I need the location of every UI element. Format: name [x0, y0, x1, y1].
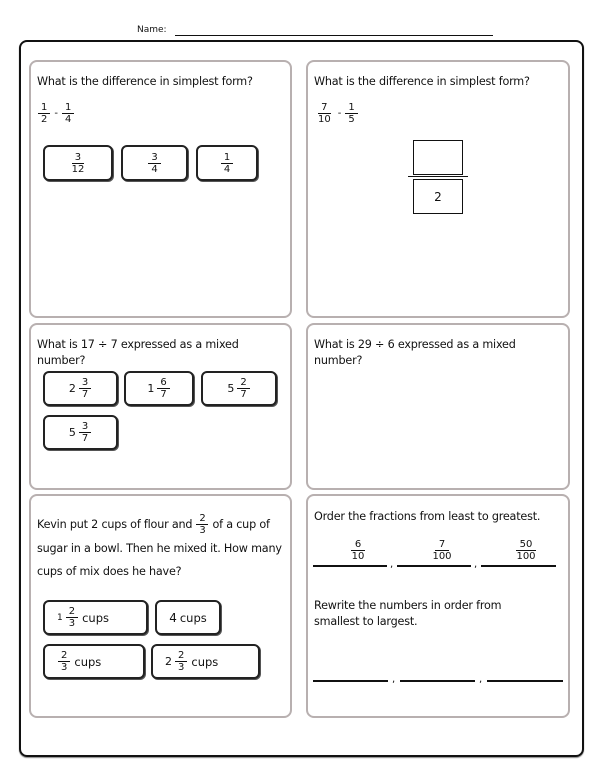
answer-option-4[interactable]: 5 $\frac{3}{7}$: [43, 415, 118, 450]
separator: ,: [474, 559, 478, 570]
operator: -: [337, 108, 342, 119]
instruction-line-1: Rewrite the numbers in order from: [314, 599, 502, 612]
question-prompt: What is the difference in simplest form?: [314, 75, 530, 88]
fraction: $\frac{1}{2}$: [38, 102, 50, 125]
name-label: Name:: [137, 25, 167, 35]
question-prompt: Order the fractions from least to greatest.: [314, 510, 541, 523]
answer-line-1[interactable]: [313, 680, 388, 682]
order-line-1: [313, 565, 387, 567]
numerator-input-box[interactable]: [413, 140, 463, 175]
denominator-box: 2: [413, 179, 463, 214]
order-line-3: [481, 565, 556, 567]
separator: ,: [390, 559, 394, 570]
answer-line-2[interactable]: [400, 680, 475, 682]
question-prompt-line-1: What is 29 ÷ 6 expressed as a mixed: [314, 338, 516, 351]
question-prompt-line-2: number?: [314, 354, 363, 367]
question-prompt-line-3: cups of mix does he have?: [37, 565, 182, 578]
order-line-2: [397, 565, 471, 567]
question-card-1: [29, 60, 292, 318]
answer-option-3[interactable]: $\frac{2}{3}$ cups: [43, 644, 145, 679]
question-card-2: [306, 60, 570, 318]
instruction-line-2: smallest to largest.: [314, 615, 418, 628]
separator: ,: [392, 674, 396, 685]
question-prompt: What is the difference in simplest form?: [37, 75, 253, 88]
answer-option-1[interactable]: $\frac{3}{12}$: [43, 145, 113, 181]
name-row: [0, 24, 600, 40]
question-expression: [314, 102, 359, 125]
question-card-4: [306, 323, 570, 490]
question-card-5: [29, 494, 292, 718]
answer-option-3[interactable]: $\frac{1}{4}$: [196, 145, 258, 181]
answer-option-4[interactable]: 2 $\frac{2}{3}$ cups: [151, 644, 260, 679]
question-expression: [37, 102, 75, 125]
separator: ,: [479, 674, 483, 685]
fraction-2: 7 100: [432, 539, 452, 562]
question-card-6: [306, 494, 570, 718]
fraction-bar: [408, 176, 468, 177]
fraction: $\frac{1}{5}$: [345, 102, 357, 125]
answer-line-3[interactable]: [487, 680, 563, 682]
question-prompt-line-1: Kevin put 2 cups of flour and $\frac{2}{3}$ of a cup of: [37, 513, 270, 536]
fraction-1: 6 10: [351, 539, 365, 562]
answer-option-3[interactable]: 5 $\frac{2}{7}$: [201, 371, 277, 406]
answer-option-2[interactable]: 4 cups: [155, 600, 221, 635]
question-prompt-line-2: sugar in a bowl. Then he mixed it. How many: [37, 542, 282, 555]
fraction-3: 50 100: [516, 539, 536, 562]
question-prompt: What is 17 ÷ 7 expressed as a mixed number?: [37, 338, 239, 367]
answer-option-1[interactable]: 1 $\frac{2}{3}$ cups: [43, 600, 148, 635]
question-card-3: [29, 323, 292, 490]
answer-option-1[interactable]: 2 $\frac{3}{7}$: [43, 371, 118, 406]
name-input-line[interactable]: [175, 35, 493, 36]
operator: -: [54, 108, 58, 119]
answer-option-2[interactable]: $\frac{3}{4}$: [121, 145, 188, 181]
fraction: $\frac{7}{10}$: [318, 102, 331, 125]
fraction: $\frac{1}{4}$: [62, 102, 74, 125]
answer-option-2[interactable]: 1 $\frac{6}{7}$: [124, 371, 194, 406]
